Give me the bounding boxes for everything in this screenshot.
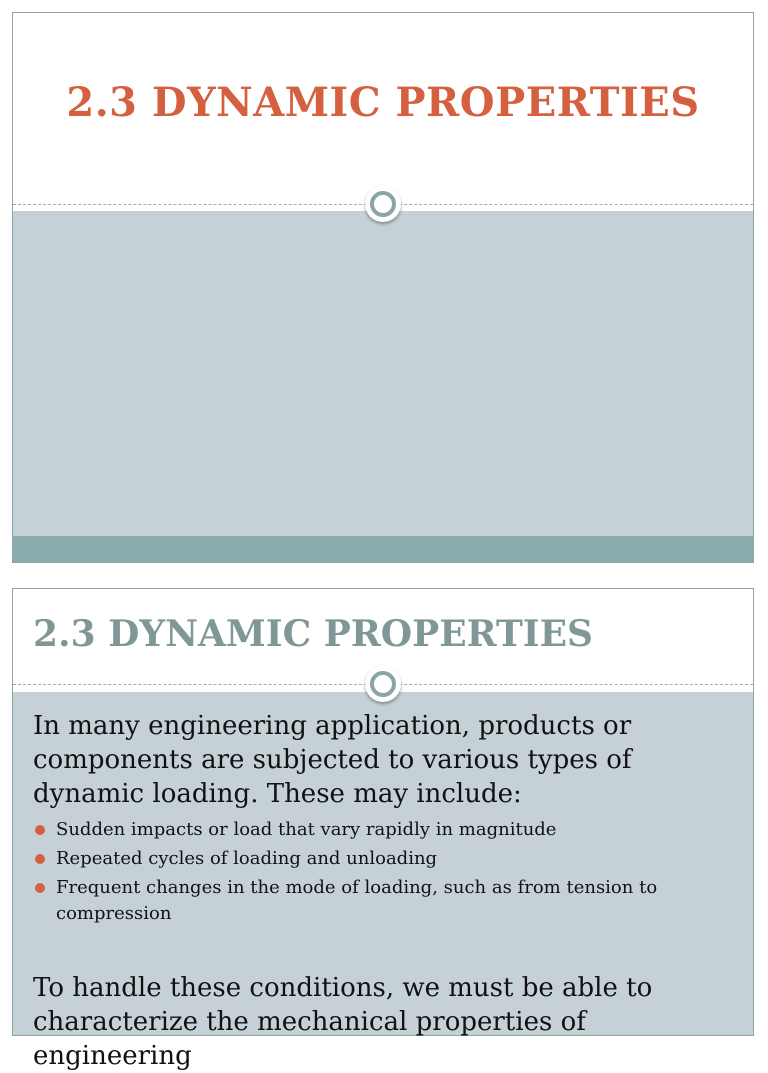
bullet-list [35, 817, 735, 930]
slide-1-title: 2.3 DYNAMIC PROPERTIES [66, 79, 700, 126]
slide-2-title: 2.3 DYNAMIC PROPERTIES [33, 613, 594, 655]
bullet-text: Sudden impacts or load that vary rapidly in magnitude [56, 819, 557, 840]
bullet-text: Frequent changes in the mode of loading, such as from tension to compression [56, 877, 658, 924]
bullet-dot-icon [35, 854, 45, 864]
slide-1-title-area [13, 13, 753, 204]
list-item [35, 846, 735, 872]
list-item [35, 817, 735, 843]
bullet-dot-icon [35, 825, 45, 835]
bullet-dot-icon [35, 883, 45, 893]
slide-1 [12, 12, 754, 563]
ring-ornament-icon [365, 666, 401, 702]
intro-paragraph: In many engineering application, products or components are subjected to various types of dynamic loading. These may include: [33, 711, 632, 809]
slide-1-body [13, 211, 753, 537]
slide-1-footer-band [13, 536, 753, 562]
list-item [35, 875, 735, 927]
bullet-text: Repeated cycles of loading and unloading [56, 848, 438, 869]
closing-paragraph: To handle these conditions, we must be able to characterize the mechanical properties of engineering [33, 973, 653, 1071]
ring-ornament-icon [365, 186, 401, 222]
slide-2 [12, 588, 754, 1071]
